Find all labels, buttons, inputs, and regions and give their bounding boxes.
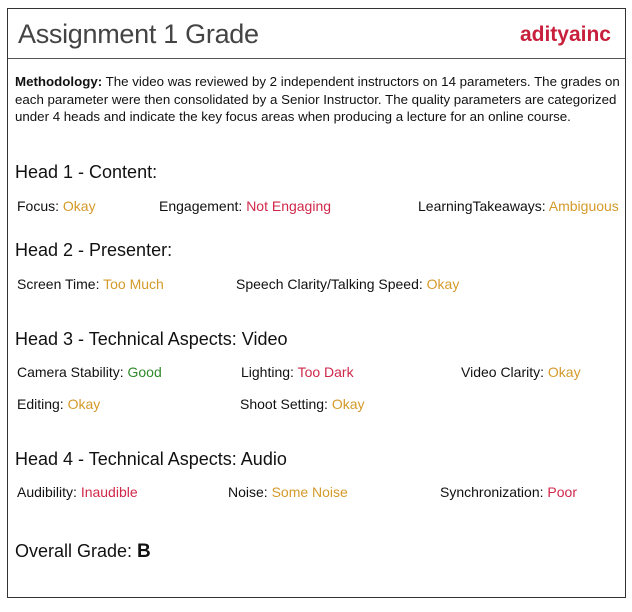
param-focus: [17, 198, 96, 214]
head-3-title: Head 3 - Technical Aspects: Video: [15, 329, 288, 349]
param-speech-clarity: [236, 276, 459, 292]
param-audibility: [17, 484, 138, 500]
param-shoot-setting: [240, 396, 365, 412]
param-label: Shoot Setting:: [240, 396, 328, 412]
param-label: LearningTakeaways:: [418, 198, 546, 214]
param-label: Video Clarity:: [461, 364, 545, 380]
param-label: Speech Clarity/Talking Speed:: [236, 276, 423, 292]
methodology: [15, 73, 620, 126]
overall-grade-label: Overall Grade:: [15, 541, 138, 561]
head-2-title: Head 2 - Presenter:: [15, 240, 173, 260]
param-value: Okay: [547, 364, 581, 380]
page-title: Assignment 1 Grade: [18, 19, 259, 49]
param-value: Not Engaging: [246, 198, 332, 214]
param-video-clarity: [461, 364, 581, 380]
param-label: Noise:: [228, 484, 268, 500]
param-engagement: [159, 198, 331, 214]
param-label: Engagement:: [159, 198, 243, 214]
param-value: Poor: [547, 484, 577, 500]
param-value: Some Noise: [271, 484, 348, 500]
head-1-title: Head 1 - Content:: [15, 162, 158, 182]
param-value: Okay: [62, 198, 96, 214]
param-synchronization: [440, 484, 577, 500]
param-label: Camera Stability:: [17, 364, 124, 380]
param-learning-takeaways: [418, 198, 619, 214]
param-value: Too Dark: [297, 364, 354, 380]
param-label: Synchronization:: [440, 484, 544, 500]
param-lighting: [241, 364, 354, 380]
param-value: Too Much: [103, 276, 164, 292]
param-label: Audibility:: [17, 484, 77, 500]
brand-logo: adityainc: [519, 23, 611, 46]
param-screen-time: [17, 276, 164, 292]
param-value: Inaudible: [80, 484, 138, 500]
param-value: Okay: [67, 396, 101, 412]
methodology-label: Methodology:: [15, 74, 103, 89]
param-label: Screen Time:: [17, 276, 100, 292]
param-editing: [17, 396, 100, 412]
param-value: Ambiguous: [548, 198, 619, 214]
param-camera-stability: [17, 364, 162, 380]
overall-grade: [15, 541, 151, 563]
grade-card: [7, 8, 626, 598]
head-4-title: Head 4 - Technical Aspects: Audio: [15, 449, 287, 469]
param-label: Editing:: [17, 396, 64, 412]
overall-grade-value: B: [137, 541, 151, 562]
param-noise: [228, 484, 348, 500]
param-label: Lighting:: [241, 364, 294, 380]
header: [8, 9, 625, 59]
param-value: Okay: [331, 396, 365, 412]
param-value: Okay: [426, 276, 460, 292]
param-label: Focus:: [17, 198, 60, 214]
param-value: Good: [127, 364, 162, 380]
methodology-text: The video was reviewed by 2 independent instructors on 14 parameters. The grades on each parameter were then consolidated by a Senior Instructor. The quality parameters are categorized under 4 heads and indicate the key focus areas when producing a lecture for an online course.: [15, 74, 620, 124]
